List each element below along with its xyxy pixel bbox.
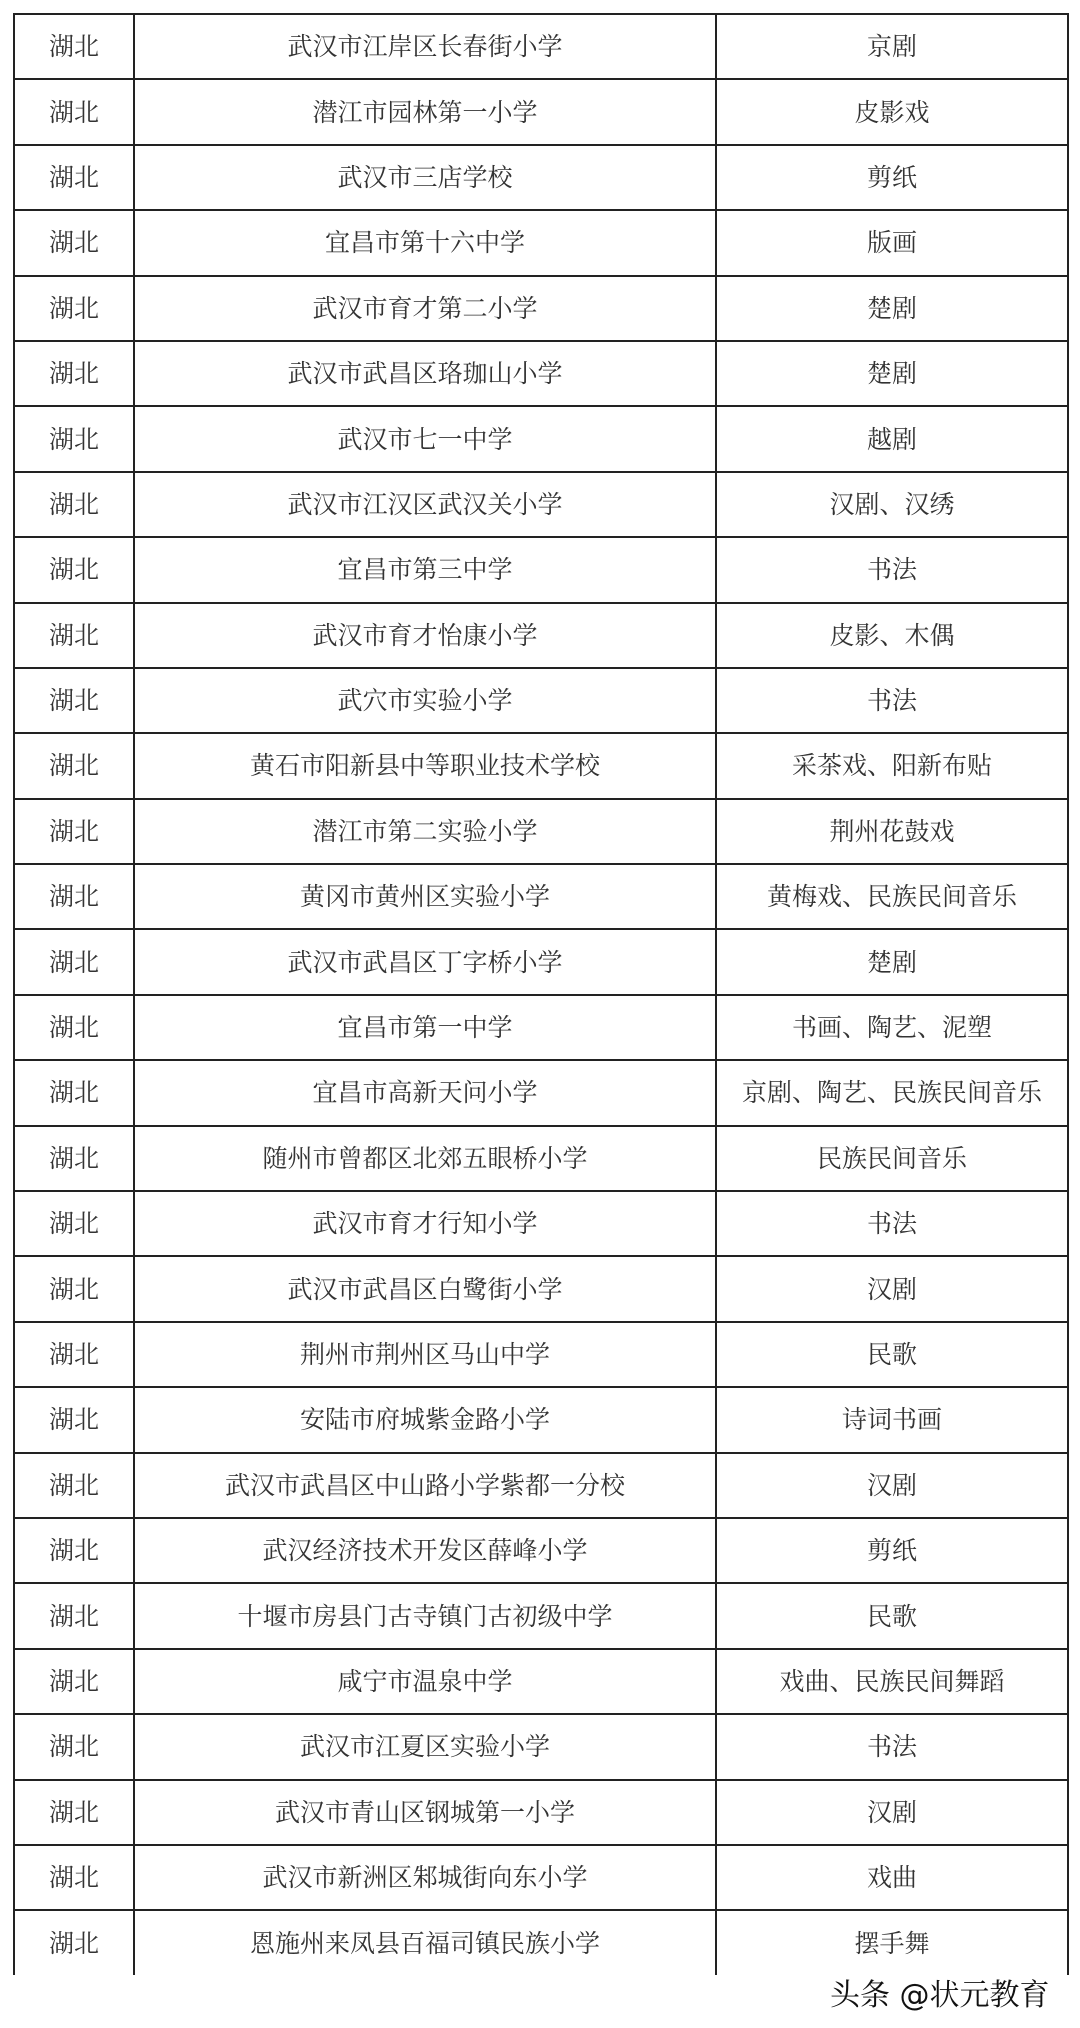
table-row — [14, 79, 1068, 144]
table-row — [14, 1845, 1068, 1910]
project-cell: 书法 — [716, 1714, 1068, 1779]
province-cell: 湖北 — [14, 1256, 134, 1321]
school-cell: 武汉市新洲区邾城街向东小学 — [134, 1845, 716, 1910]
school-cell: 恩施州来凤县百福司镇民族小学 — [134, 1910, 716, 1974]
project-cell: 民族民间音乐 — [716, 1126, 1068, 1191]
school-cell: 宜昌市第三中学 — [134, 537, 716, 602]
province-cell: 湖北 — [14, 537, 134, 602]
table-row — [14, 1714, 1068, 1779]
school-cell: 荆州市荆州区马山中学 — [134, 1322, 716, 1387]
table-row — [14, 537, 1068, 602]
table-row — [14, 1060, 1068, 1125]
province-cell: 湖北 — [14, 1910, 134, 1974]
table-row — [14, 1126, 1068, 1191]
project-cell: 京剧、陶艺、民族民间音乐 — [716, 1060, 1068, 1125]
school-cell: 随州市曾都区北郊五眼桥小学 — [134, 1126, 716, 1191]
province-cell: 湖北 — [14, 864, 134, 929]
table-row — [14, 1649, 1068, 1714]
table-row — [14, 1256, 1068, 1321]
project-cell: 摆手舞 — [716, 1910, 1068, 1974]
table-row — [14, 929, 1068, 994]
project-cell: 楚剧 — [716, 929, 1068, 994]
project-cell: 采茶戏、阳新布贴 — [716, 733, 1068, 798]
table-row — [14, 668, 1068, 733]
table-row — [14, 995, 1068, 1060]
school-cell: 武汉市育才第二小学 — [134, 276, 716, 341]
province-cell: 湖北 — [14, 210, 134, 275]
province-cell: 湖北 — [14, 799, 134, 864]
table-row — [14, 1910, 1068, 1974]
project-cell: 戏曲 — [716, 1845, 1068, 1910]
table-row — [14, 1322, 1068, 1387]
province-cell: 湖北 — [14, 14, 134, 79]
school-cell: 武汉市三店学校 — [134, 145, 716, 210]
school-cell: 武汉市江夏区实验小学 — [134, 1714, 716, 1779]
project-cell: 汉剧、汉绣 — [716, 472, 1068, 537]
school-heritage-table — [13, 13, 1069, 1975]
province-cell: 湖北 — [14, 79, 134, 144]
school-cell: 潜江市第二实验小学 — [134, 799, 716, 864]
table-row — [14, 1191, 1068, 1256]
province-cell: 湖北 — [14, 1518, 134, 1583]
project-cell: 剪纸 — [716, 1518, 1068, 1583]
province-cell: 湖北 — [14, 1453, 134, 1518]
table-row — [14, 276, 1068, 341]
province-cell: 湖北 — [14, 1649, 134, 1714]
school-cell: 武汉市青山区钢城第一小学 — [134, 1780, 716, 1845]
province-cell: 湖北 — [14, 1583, 134, 1648]
province-cell: 湖北 — [14, 995, 134, 1060]
school-cell: 武汉市武昌区丁字桥小学 — [134, 929, 716, 994]
school-cell: 武汉市江岸区长春街小学 — [134, 14, 716, 79]
table-row — [14, 210, 1068, 275]
table-row — [14, 864, 1068, 929]
province-cell: 湖北 — [14, 472, 134, 537]
project-cell: 书法 — [716, 668, 1068, 733]
school-cell: 黄石市阳新县中等职业技术学校 — [134, 733, 716, 798]
table-row — [14, 1780, 1068, 1845]
project-cell: 皮影、木偶 — [716, 603, 1068, 668]
province-cell: 湖北 — [14, 1126, 134, 1191]
province-cell: 湖北 — [14, 1387, 134, 1452]
school-cell: 武汉市武昌区中山路小学紫都一分校 — [134, 1453, 716, 1518]
province-cell: 湖北 — [14, 603, 134, 668]
province-cell: 湖北 — [14, 276, 134, 341]
province-cell: 湖北 — [14, 733, 134, 798]
table-row — [14, 1387, 1068, 1452]
project-cell: 黄梅戏、民族民间音乐 — [716, 864, 1068, 929]
province-cell: 湖北 — [14, 1845, 134, 1910]
project-cell: 皮影戏 — [716, 79, 1068, 144]
table-row — [14, 341, 1068, 406]
province-cell: 湖北 — [14, 1322, 134, 1387]
project-cell: 楚剧 — [716, 341, 1068, 406]
school-cell: 宜昌市第十六中学 — [134, 210, 716, 275]
project-cell: 书法 — [716, 1191, 1068, 1256]
project-cell: 诗词书画 — [716, 1387, 1068, 1452]
school-cell: 武汉市武昌区白鹭街小学 — [134, 1256, 716, 1321]
school-cell: 武汉市育才行知小学 — [134, 1191, 716, 1256]
table-row — [14, 1583, 1068, 1648]
school-cell: 武汉市育才怡康小学 — [134, 603, 716, 668]
project-cell: 汉剧 — [716, 1780, 1068, 1845]
table-row — [14, 472, 1068, 537]
project-cell: 越剧 — [716, 406, 1068, 471]
school-cell: 咸宁市温泉中学 — [134, 1649, 716, 1714]
watermark: 头条 @状元教育 — [830, 1978, 1050, 2013]
project-cell: 楚剧 — [716, 276, 1068, 341]
school-cell: 武汉市七一中学 — [134, 406, 716, 471]
province-cell: 湖北 — [14, 341, 134, 406]
table-row — [14, 1518, 1068, 1583]
province-cell: 湖北 — [14, 1714, 134, 1779]
table-body — [14, 14, 1068, 1975]
province-cell: 湖北 — [14, 1780, 134, 1845]
project-cell: 剪纸 — [716, 145, 1068, 210]
school-cell: 武汉经济技术开发区薛峰小学 — [134, 1518, 716, 1583]
project-cell: 民歌 — [716, 1322, 1068, 1387]
project-cell: 汉剧 — [716, 1256, 1068, 1321]
project-cell: 戏曲、民族民间舞蹈 — [716, 1649, 1068, 1714]
school-cell: 潜江市园林第一小学 — [134, 79, 716, 144]
school-cell: 武穴市实验小学 — [134, 668, 716, 733]
school-cell: 武汉市武昌区珞珈山小学 — [134, 341, 716, 406]
table-row — [14, 603, 1068, 668]
school-cell: 黄冈市黄州区实验小学 — [134, 864, 716, 929]
province-cell: 湖北 — [14, 145, 134, 210]
table-row — [14, 733, 1068, 798]
table-row — [14, 406, 1068, 471]
table-row — [14, 1453, 1068, 1518]
project-cell: 书画、陶艺、泥塑 — [716, 995, 1068, 1060]
school-cell: 宜昌市第一中学 — [134, 995, 716, 1060]
table-row — [14, 799, 1068, 864]
project-cell: 荆州花鼓戏 — [716, 799, 1068, 864]
project-cell: 书法 — [716, 537, 1068, 602]
project-cell: 汉剧 — [716, 1453, 1068, 1518]
school-cell: 武汉市江汉区武汉关小学 — [134, 472, 716, 537]
table-row — [14, 14, 1068, 79]
province-cell: 湖北 — [14, 668, 134, 733]
project-cell: 民歌 — [716, 1583, 1068, 1648]
school-cell: 安陆市府城紫金路小学 — [134, 1387, 716, 1452]
table-row — [14, 145, 1068, 210]
school-cell: 十堰市房县门古寺镇门古初级中学 — [134, 1583, 716, 1648]
school-cell: 宜昌市高新天问小学 — [134, 1060, 716, 1125]
province-cell: 湖北 — [14, 1060, 134, 1125]
province-cell: 湖北 — [14, 1191, 134, 1256]
project-cell: 京剧 — [716, 14, 1068, 79]
province-cell: 湖北 — [14, 406, 134, 471]
project-cell: 版画 — [716, 210, 1068, 275]
province-cell: 湖北 — [14, 929, 134, 994]
